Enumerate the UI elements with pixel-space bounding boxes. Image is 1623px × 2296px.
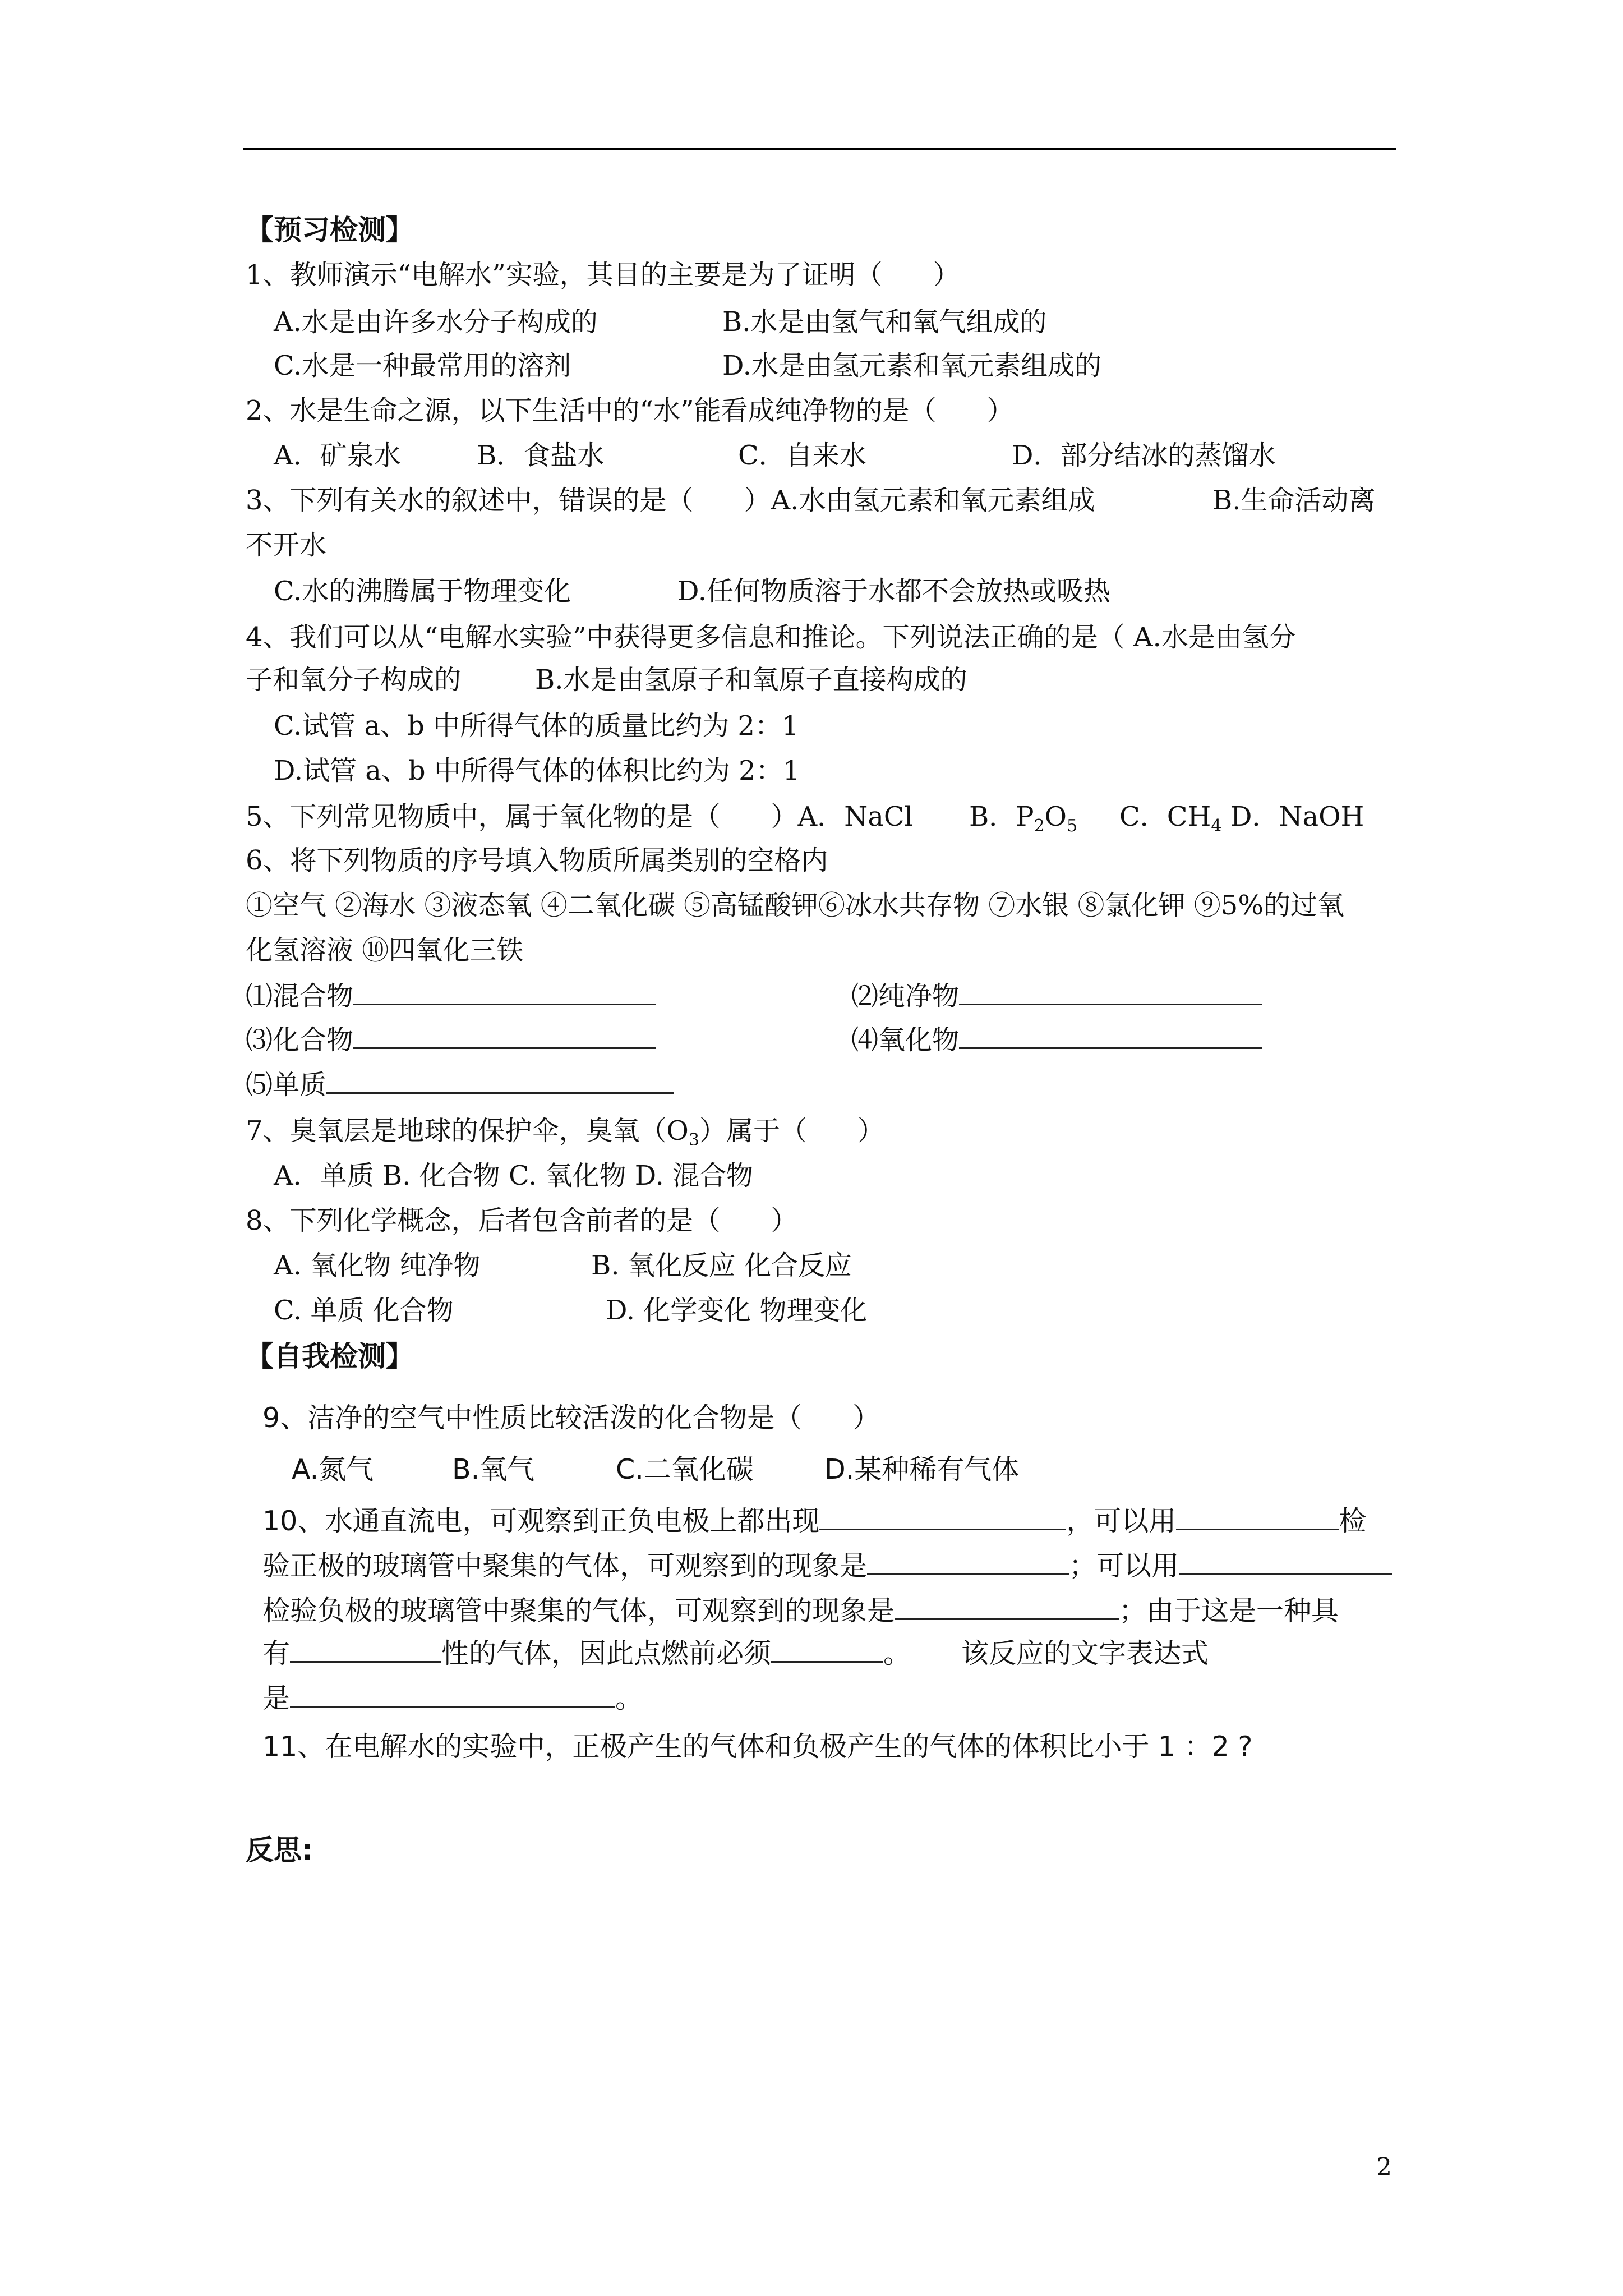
- q5-b-sub1: 2: [1034, 816, 1045, 836]
- q7-stem-pre: 7、臭氧层是地球的保护伞，臭氧（O: [246, 1115, 689, 1147]
- q10-l4d: 该反应的文字表达式: [961, 1637, 1209, 1669]
- question-1-option-c: C.水是一种最常用的溶剂: [274, 350, 571, 381]
- question-8-stem: [246, 1203, 798, 1239]
- question-11-stem: 11、在电解水的实验中，正极产生的气体和负极产生的气体的体积比小于 1 ：2 ?: [262, 1731, 1253, 1763]
- question-4-option-d: D.试管 a、b 中所得气体的体积比约为 2：1: [274, 755, 800, 786]
- question-3-stem: [246, 482, 1095, 518]
- q10-l4a: 有: [262, 1637, 291, 1669]
- question-1-stem: [246, 257, 960, 293]
- q10-l4c: 。: [883, 1637, 911, 1669]
- q7-stem-sub: 3: [688, 1130, 699, 1150]
- question-3-option-d: D.任何物质溶于水都不会放热或吸热: [677, 576, 1111, 607]
- q10-l5a: 是: [262, 1682, 291, 1714]
- question-10-line1: [262, 1503, 1366, 1539]
- q2-stem-end: ）: [986, 395, 1014, 426]
- question-5-option-c: [1119, 799, 1221, 835]
- field-3-label: ⑶化合物: [246, 1024, 354, 1056]
- question-8-option-d: D. 化学变化 物理变化: [606, 1295, 868, 1326]
- q10-l4b: 性的气体，因此点燃前必须: [441, 1637, 772, 1669]
- field-3-blank[interactable]: [353, 1025, 656, 1049]
- q10-l2b: ；可以用: [1069, 1550, 1179, 1582]
- field-1-label: ⑴混合物: [246, 981, 354, 1012]
- question-2-option-c: C．自来水: [738, 440, 866, 471]
- q10-l3a: 检验负极的玻璃管中聚集的气体，可观察到的现象是: [262, 1595, 895, 1627]
- question-4-option-b: B.水是由氢原子和氧原子直接构成的: [535, 664, 967, 696]
- question-5-option-b: [969, 799, 1077, 835]
- q1-stem-end: ）: [933, 259, 960, 291]
- question-9-stem: [262, 1400, 880, 1436]
- question-6-field-1: [246, 978, 656, 1014]
- field-4-label: ⑷氧化物: [851, 1024, 960, 1056]
- question-5-option-d: D．NaOH: [1230, 801, 1364, 832]
- question-10-line5: [262, 1681, 643, 1717]
- question-2-option-a: A．矿泉水: [274, 440, 401, 471]
- question-7-stem: [246, 1113, 884, 1149]
- question-3-option-b: B.生命活动离: [1212, 485, 1376, 516]
- field-1-blank[interactable]: [353, 981, 656, 1005]
- q5-b-mid: O: [1044, 801, 1067, 832]
- section-heading-preview: 【预习检测】: [246, 214, 414, 246]
- header-rule: [243, 148, 1396, 150]
- question-2-option-b: B．食盐水: [477, 440, 605, 471]
- question-8-option-c: C. 单质 化合物: [274, 1295, 454, 1326]
- q10-l1b: ，可以用: [1066, 1505, 1177, 1537]
- q10-l3b: ；由于这是一种具: [1119, 1595, 1339, 1627]
- question-9-option-a: A.氮气: [292, 1453, 374, 1485]
- q10-blank-3[interactable]: [867, 1551, 1069, 1575]
- q8-stem-end: ）: [771, 1205, 798, 1236]
- q5-option-a: ）A．NaCl: [771, 801, 913, 832]
- q5-stem-text: 5、下列常见物质中，属于氧化物的是（: [246, 801, 721, 832]
- q5-b-sub2: 5: [1067, 816, 1078, 836]
- question-3-stem-continued: 不开水: [246, 530, 327, 561]
- question-10-line4: [262, 1636, 1209, 1672]
- field-4-blank[interactable]: [959, 1025, 1262, 1049]
- question-4-stem: 4、我们可以从“电解水实验”中获得更多信息和推论。下列说法正确的是（ A.水是由氢分: [246, 622, 1296, 653]
- q7-stem-post: ）属于（: [699, 1115, 808, 1147]
- question-4-stem-line2: [246, 662, 461, 698]
- q10-blank-7[interactable]: [771, 1639, 883, 1663]
- q3-option-a: ）A.水由氢元素和氧元素组成: [744, 485, 1095, 516]
- q2-stem-text: 2、水是生命之源，以下生活中的“水”能看成纯净物的是（: [246, 395, 937, 426]
- question-2-option-d: D．部分结冰的蒸馏水: [1012, 440, 1276, 471]
- question-3-option-c: C.水的沸腾属于物理变化: [274, 576, 571, 607]
- question-5-stem: [246, 799, 913, 835]
- question-2-stem: [246, 393, 1014, 429]
- question-6-stem: 6、将下列物质的序号填入物质所属类别的空格内: [246, 845, 828, 876]
- page-number: 2: [1376, 2153, 1392, 2182]
- q5-c-sub: 4: [1211, 816, 1222, 836]
- field-5-label: ⑸单质: [246, 1069, 327, 1101]
- q10-blank-8[interactable]: [290, 1683, 615, 1708]
- question-10-line3: [262, 1593, 1339, 1629]
- q10-blank-4[interactable]: [1179, 1551, 1392, 1575]
- q3-stem-text: 3、下列有关水的叙述中，错误的是（: [246, 485, 694, 516]
- question-6-list-line1: ①空气 ②海水 ③液态氧 ④二氧化碳 ⑤高锰酸钾⑥冰水共存物 ⑦水银 ⑧氯化钾 ⑨5%的过氧: [246, 890, 1344, 921]
- q7-stem-end: ）: [857, 1115, 885, 1147]
- question-1-option-d: D.水是由氢元素和氧元素组成的: [722, 350, 1102, 381]
- reflection-heading: 反思:: [246, 1834, 313, 1866]
- q5-c-pre: C．CH: [1119, 801, 1211, 832]
- question-9-option-b: B.氧气: [452, 1453, 535, 1485]
- q4-option-a-cont: 子和氧分子构成的: [246, 664, 462, 696]
- q9-stem-end: ）: [852, 1402, 880, 1434]
- question-6-field-4: [851, 1022, 1262, 1058]
- q10-l1c: 检: [1339, 1505, 1367, 1537]
- question-7-options: A．单质 B. 化合物 C. 氧化物 D. 混合物: [274, 1160, 754, 1191]
- question-6-field-3: [246, 1022, 656, 1058]
- question-6-list-line2: 化氢溶液 ⑩四氧化三铁: [246, 935, 524, 966]
- q10-blank-5[interactable]: [895, 1596, 1119, 1620]
- section-heading-self-check: 【自我检测】: [246, 1340, 414, 1373]
- q10-blank-1[interactable]: [819, 1506, 1066, 1530]
- question-4-option-c: C.试管 a、b 中所得气体的质量比约为 2：1: [274, 710, 799, 742]
- q10-l5b: 。: [615, 1682, 643, 1714]
- question-1-option-b: B.水是由氢气和氧气组成的: [722, 306, 1047, 338]
- question-9-option-c: C.二氧化碳: [616, 1453, 754, 1485]
- field-2-blank[interactable]: [959, 981, 1262, 1005]
- question-6-field-5: [246, 1067, 674, 1103]
- question-8-option-b: B. 氧化反应 化合反应: [591, 1250, 852, 1281]
- question-9-option-d: D.某种稀有气体: [824, 1453, 1020, 1485]
- q9-stem-text: 9、洁净的空气中性质比较活泼的化合物是（: [262, 1402, 803, 1434]
- q1-stem-text: 1、教师演示“电解水”实验，其目的主要是为了证明（: [246, 259, 883, 291]
- question-8-option-a: A. 氧化物 纯净物: [274, 1250, 481, 1281]
- field-5-blank[interactable]: [326, 1070, 674, 1094]
- field-2-label: ⑵纯净物: [851, 981, 960, 1012]
- question-6-field-2: [851, 978, 1262, 1014]
- question-1-option-a: A.水是由许多水分子构成的: [274, 306, 598, 338]
- q10-l2a: 验正极的玻璃管中聚集的气体，可观察到的现象是: [262, 1550, 868, 1582]
- question-10-line2: [262, 1548, 1392, 1584]
- q10-blank-6[interactable]: [290, 1639, 441, 1663]
- q5-b-pre: B．P: [969, 801, 1034, 832]
- q8-stem-text: 8、下列化学概念，后者包含前者的是（: [246, 1205, 721, 1236]
- q10-l1a: 10、水通直流电，可观察到正负电极上都出现: [262, 1505, 820, 1537]
- q10-blank-2[interactable]: [1176, 1506, 1339, 1530]
